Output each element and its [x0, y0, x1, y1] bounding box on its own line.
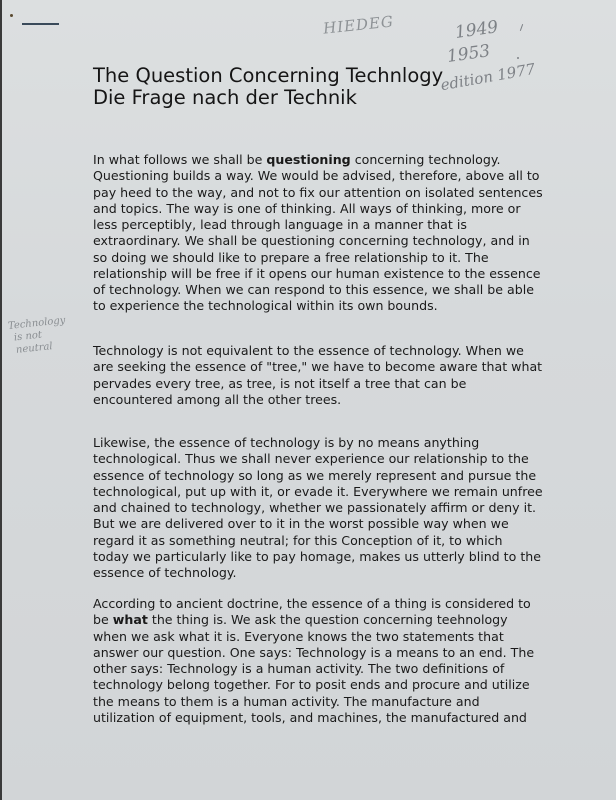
title-german: Die Frage nach der Technik: [93, 86, 357, 109]
text-line: technological, put up with it, or evade it. Everywhere we remain unfree: [93, 483, 543, 499]
text-line: pervades every tree, as tree, is not itself a tree that can be: [93, 375, 467, 391]
text-line: utilization of equipment, tools, and machines, the manufactured and: [93, 709, 527, 725]
emphasized-word: what: [112, 612, 148, 628]
text-line: of technology. When we can respond to this essence, we shall be able: [93, 282, 534, 297]
text-line: essence of technology so long as we merely represent and pursue the: [93, 467, 537, 483]
text-line: the means to them is a human activity. The manufacture and: [93, 693, 480, 709]
text-line: and topics. The way is one of thinking. All ways of thinking, more or: [93, 200, 521, 216]
document-title: [93, 65, 443, 109]
text-line: According to ancient doctrine, the essence of a thing is considered to: [93, 596, 531, 611]
text-line: relationship will be free if it opens our human existence to the essence: [93, 265, 541, 281]
text-line: In what follows we shall be questioning concerning technology.: [93, 152, 501, 167]
margin-note-line-3: neutral: [15, 341, 54, 356]
text-line: technology belong together. For to posit ends and procure and utilize: [93, 677, 530, 693]
text-line: Questioning builds a way. We would be advised, therefore, above all to: [93, 168, 540, 184]
paragraph-4: [93, 596, 534, 726]
text-line: and chained to technology, whether we passionately affirm or deny it.: [93, 500, 537, 515]
text-line: extraordinary. We shall be questioning concerning technology, and in: [93, 233, 530, 249]
paragraph-2: [93, 343, 542, 408]
pencil-dash-mark: [22, 23, 59, 25]
text-line: other says: Technology is a human activity. The two definitions of: [93, 661, 505, 676]
text-line: encountered among all the other trees.: [93, 391, 342, 407]
text-line: are seeking the essence of "tree," we have to become aware that what: [93, 359, 543, 375]
margin-note-line-1: Technology: [7, 315, 66, 332]
margin-note-line-2: is not: [13, 329, 43, 344]
emphasized-word: questioning: [266, 152, 351, 167]
pencil-tick-mark: [520, 24, 523, 31]
text-line: essence of technology.: [93, 565, 237, 580]
text-line: regard it as something neutral; for this Conception of it, to which: [93, 532, 503, 548]
handwritten-author-name: HIEDEG: [322, 12, 395, 38]
text-line: to experience the technological within its own bounds.: [93, 298, 438, 314]
text-line: pay heed to the way, and not to fix our attention on isolated sentences: [93, 184, 543, 200]
text-line: today we particularly like to pay homage, makes us utterly blind to the: [93, 548, 541, 564]
punch-dot: [10, 14, 13, 17]
text-line: Technology is not equivalent to the essence of technology. When we: [93, 343, 524, 358]
text-line: be what the thing is. We ask the question concerning teehnology: [93, 612, 508, 628]
handwritten-edition-year: edition 1977: [439, 59, 537, 95]
handwritten-year-2: 1953: [445, 41, 492, 67]
text-line: answer our question. One says: Technology is a means to an end. The: [93, 644, 535, 660]
handwritten-year-1: 1949: [453, 17, 500, 43]
text-line: Likewise, the essence of technology is by no means anything: [93, 435, 480, 450]
text-line: But we are delivered over to it in the worst possible way when we: [93, 516, 509, 532]
text-line: when we ask what it is. Everyone knows the two statements that: [93, 628, 504, 644]
text-line: so doing we should like to prepare a free relationship to it. The: [93, 249, 489, 265]
page-left-edge: [0, 0, 2, 800]
title-english: The Question Concerning Technlogy: [93, 64, 444, 87]
paragraph-1: [93, 152, 543, 315]
paragraph-3: [93, 435, 543, 581]
pencil-dot-mark: [517, 57, 519, 59]
text-line: less perceptibly, lead through language in a manner that is: [93, 217, 467, 232]
text-line: technological. Thus we shall never experience our relationship to the: [93, 451, 529, 467]
